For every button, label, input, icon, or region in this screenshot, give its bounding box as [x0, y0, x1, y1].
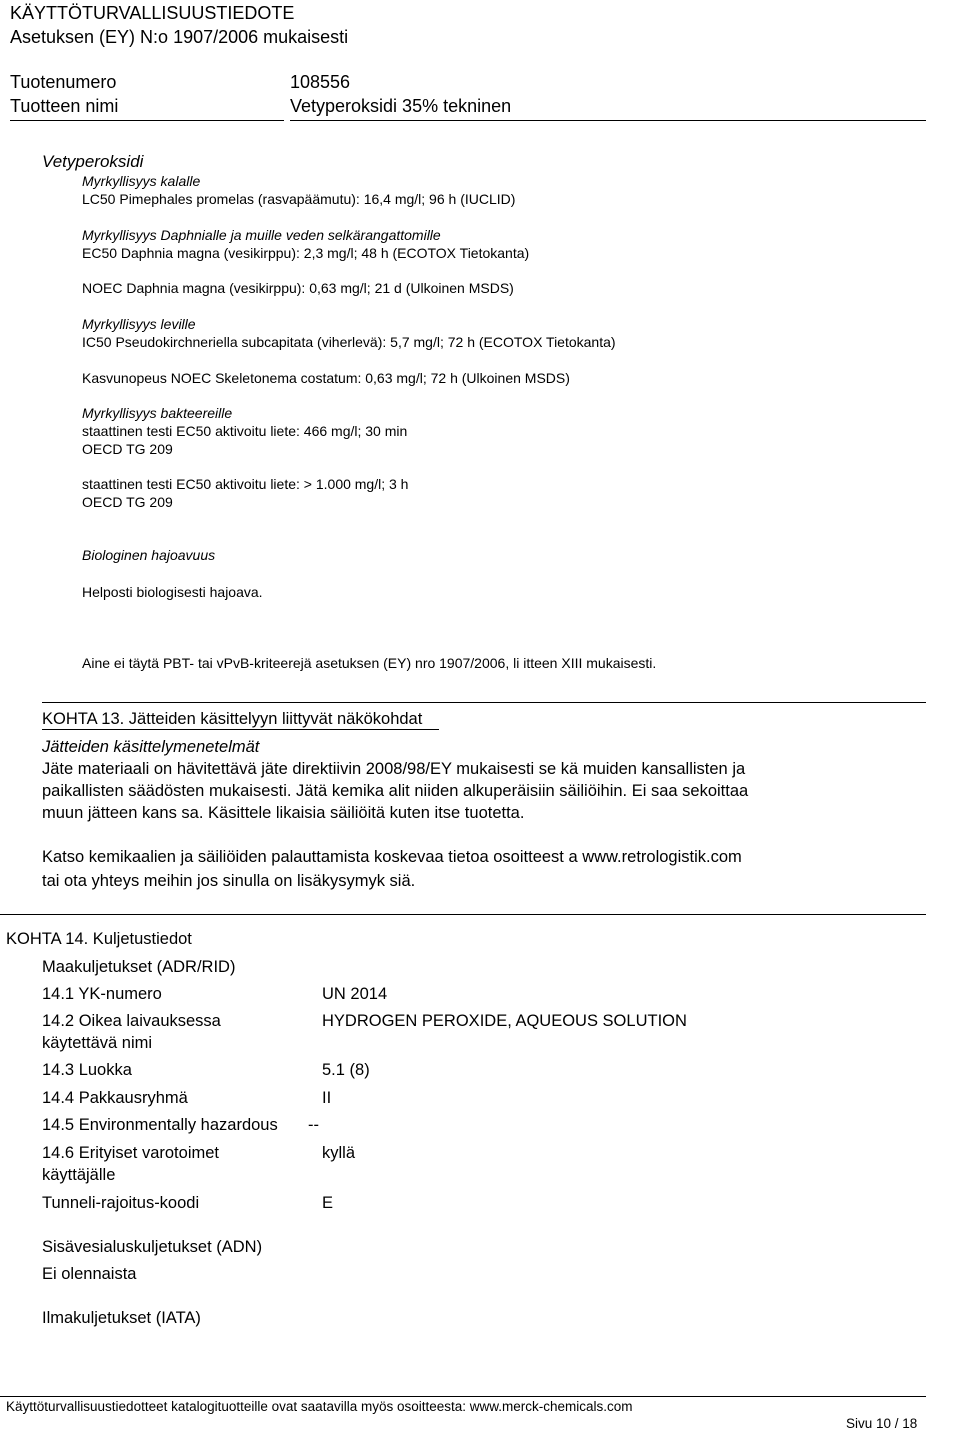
pbt-statement: Aine ei täytä PBT- tai vPvB-kriteerejä asetuksen (EY) nro 1907/2006, li itteen XIII mukaisesti. — [82, 655, 657, 671]
bacteria-result-1: staattinen testi EC50 aktivoitu liete: 466 mg/l; 30 min — [82, 423, 408, 439]
header-rule-left — [10, 120, 284, 121]
disposal-text-line-1: Jäte materiaali on hävitettävä jäte direktiivin 2008/98/EY mukaisesti se kä muiden kansallisten ja — [42, 760, 746, 778]
transport-row-value: 5.1 (8) — [322, 1061, 370, 1079]
transport-row-value: -- — [308, 1116, 319, 1134]
section13-heading-underline — [42, 729, 439, 730]
road-transport-heading: Maakuljetukset (ADR/RID) — [42, 958, 236, 976]
section14-heading: KOHTA 14. Kuljetustiedot — [6, 930, 192, 948]
disposal-info-line-1: Katso kemikaalien ja säiliöiden palauttamista koskevaa tietoa osoitteest a www.retrologistik.com — [42, 848, 742, 866]
bacteria-heading: Myrkyllisyys bakteereille — [82, 405, 233, 421]
algae-result-ic50: IC50 Pseudokirchneriella subcapitata (viherlevä): 5,7 mg/l; 72 h (ECOTOX Tietokanta) — [82, 334, 616, 350]
transport-row-label-cont: käytettävä nimi — [42, 1034, 153, 1052]
disposal-text-line-3: muun jätteen kans sa. Käsittele likaisia säiliöitä kuten itse tuotetta. — [42, 804, 525, 822]
biodegradation-heading: Biologinen hajoavuus — [82, 547, 216, 563]
substance-name: Vetyperoksidi — [42, 152, 144, 171]
transport-row-value: E — [322, 1194, 334, 1212]
document-subtitle: Asetuksen (EY) N:o 1907/2006 mukaisesti — [10, 27, 349, 47]
transport-row-value: II — [322, 1089, 332, 1107]
transport-row-label: 14.2 Oikea laivauksessa — [42, 1012, 221, 1030]
transport-row-label-cont: käyttäjälle — [42, 1166, 116, 1184]
disposal-info-line-2: tai ota yhteys meihin jos sinulla on lisäkysymyk siä. — [42, 872, 416, 890]
transport-row-label: Tunneli-rajoitus-koodi — [42, 1194, 200, 1212]
bacteria-method-2: OECD TG 209 — [82, 494, 173, 510]
transport-row-label: 14.3 Luokka — [42, 1061, 132, 1079]
bacteria-method-1: OECD TG 209 — [82, 441, 173, 457]
bacteria-result-2: staattinen testi EC50 aktivoitu liete: > 1.000 mg/l; 3 h — [82, 476, 409, 492]
daphnia-heading: Myrkyllisyys Daphnialle ja muille veden selkärangattomille — [82, 227, 441, 243]
inland-transport-value: Ei olennaista — [42, 1265, 137, 1283]
transport-row-label: 14.5 Environmentally hazardous — [42, 1116, 278, 1134]
product-name-label: Tuotteen nimi — [10, 96, 119, 116]
inland-transport-heading: Sisävesialuskuljetukset (ADN) — [42, 1238, 263, 1256]
section13-top-rule — [42, 702, 926, 703]
transport-row-label: 14.1 YK-numero — [42, 985, 162, 1003]
algae-result-noec: Kasvunopeus NOEC Skeletonema costatum: 0,63 mg/l; 72 h (Ulkoinen MSDS) — [82, 370, 570, 386]
transport-row-value: UN 2014 — [322, 985, 388, 1003]
footer-text: Käyttöturvallisuustiedotteet katalogituotteille ovat saatavilla myös osoitteesta: www.merck-chemicals.com — [6, 1399, 633, 1414]
disposal-text-line-2: paikallisten säädösten mukaisesti. Jätä kemika alit niiden alkuperäisiin säiliöihin. Ei saa sekoittaa — [42, 782, 749, 800]
section13-subheading: Jätteiden käsittelymenetelmät — [42, 738, 260, 756]
header-rule-right — [290, 120, 926, 121]
fish-result: LC50 Pimephales promelas (rasvapäämutu): 16,4 mg/l; 96 h (IUCLID) — [82, 191, 516, 207]
transport-row-label: 14.4 Pakkausryhmä — [42, 1089, 188, 1107]
page-number: Sivu 10 / 18 — [846, 1416, 918, 1431]
biodegradation-text: Helposti biologisesti hajoava. — [82, 584, 263, 600]
product-name-value: Vetyperoksidi 35% tekninen — [290, 96, 512, 116]
daphnia-result-noec: NOEC Daphnia magna (vesikirppu): 0,63 mg/l; 21 d (Ulkoinen MSDS) — [82, 280, 514, 296]
transport-row-label: 14.6 Erityiset varotoimet — [42, 1144, 219, 1162]
footer-rule — [0, 1396, 926, 1397]
fish-heading: Myrkyllisyys kalalle — [82, 173, 201, 189]
section14-top-rule — [0, 914, 926, 915]
transport-row-value: HYDROGEN PEROXIDE, AQUEOUS SOLUTION — [322, 1012, 687, 1030]
document-title: KÄYTTÖTURVALLISUUSTIEDOTE — [10, 3, 295, 23]
algae-heading: Myrkyllisyys leville — [82, 316, 196, 332]
product-number-label: Tuotenumero — [10, 72, 117, 92]
section13-heading: KOHTA 13. Jätteiden käsittelyyn liittyvät näkökohdat — [42, 710, 423, 728]
daphnia-result-ec50: EC50 Daphnia magna (vesikirppu): 2,3 mg/l; 48 h (ECOTOX Tietokanta) — [82, 245, 530, 261]
air-transport-heading: Ilmakuljetukset (IATA) — [42, 1309, 201, 1327]
product-number-value: 108556 — [290, 72, 351, 92]
transport-row-value: kyllä — [322, 1144, 356, 1162]
